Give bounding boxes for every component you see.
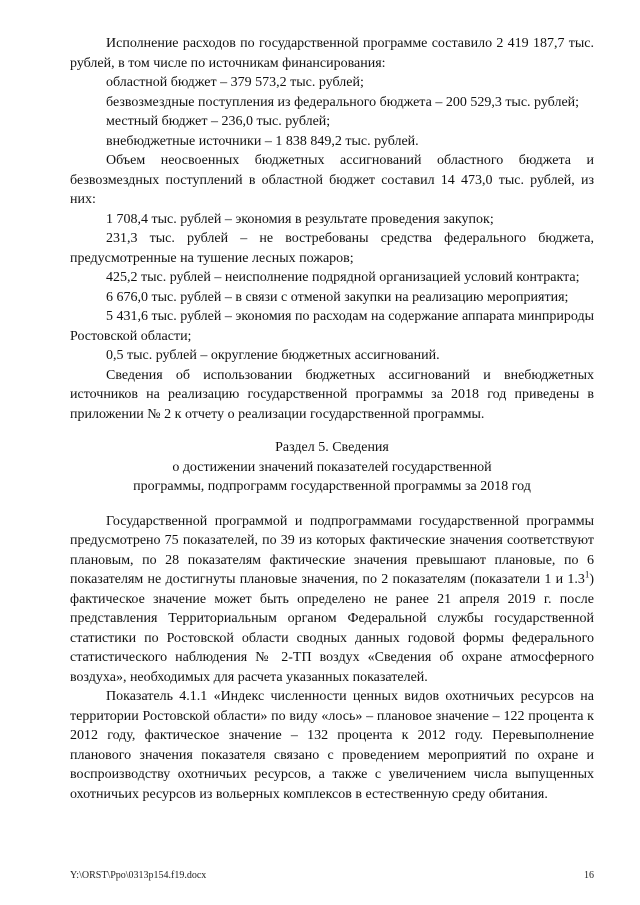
document-page — [70, 34, 594, 804]
paragraph-local-budget: местный бюджет – 236,0 тыс. рублей; — [106, 114, 331, 129]
section-heading-line-1: Раздел 5. Сведения — [275, 440, 389, 455]
paragraph-unused-allocations: Объем неосвоенных бюджетных ассигнований областного бюджета и безвозмездных поступлений в областной бюджет составил 14 473,0 тыс. рублей, из них: — [70, 153, 594, 207]
paragraph-expenditure: Исполнение расходов по государственной программе составило 2 419 187,7 тыс. рублей, в том числе по источникам финансирования: — [70, 36, 594, 71]
paragraph-indicators — [70, 512, 594, 688]
page-number: 16 — [584, 870, 594, 881]
paragraph-staff-savings: 5 431,6 тыс. рублей – экономия по расходам на содержание аппарата минприроды Ростовской области; — [70, 309, 594, 344]
paragraph-appendix-reference: Сведения об использовании бюджетных ассигнований и внебюджетных источников на реализацию государственной программы за 2018 год приведены в приложении № 2 к отчету о реализации государственной программы. — [70, 367, 594, 422]
paragraph-indicators-text-1: Государственной программой и подпрограммами государственной программы предусмотрено 75 показателей, по 39 из которых фактические значения соответствуют плановым, по 28 показателям фактические значения превышают плановые, по 6 показателям не достигнуты плановые значения, по 2 показателям (показатели 1 и 1.3 — [70, 513, 594, 587]
paragraph-regional-budget: областной бюджет – 379 573,2 тыс. рублей; — [106, 75, 364, 90]
paragraph-federal-receipts: безвозмездные поступления из федерального бюджета – 200 529,3 тыс. рублей; — [106, 94, 580, 110]
paragraph-fire-funds: 231,3 тыс. рублей – не востребованы средства федерального бюджета, предусмотренные на тушение лесных пожаров; — [70, 231, 594, 266]
section-heading-line-3: программы, подпрограмм государственной программы за 2018 год — [133, 479, 531, 494]
file-path: Y:\ORST\Ppo\0313p154.f19.docx — [70, 870, 207, 881]
paragraph-rounding: 0,5 тыс. рублей – округление бюджетных ассигнований. — [106, 348, 440, 363]
section-heading — [70, 438, 594, 497]
paragraph-contract-failure: 425,2 тыс. рублей – неисполнение подрядной организацией условий контракта; — [106, 270, 580, 285]
paragraph-extrabudgetary: внебюджетные источники – 1 838 849,2 тыс. рублей. — [106, 133, 419, 149]
paragraph-procurement-savings: 1 708,4 тыс. рублей – экономия в результате проведения закупок; — [106, 211, 494, 227]
paragraph-indicators-text-2: ) фактическое значение может быть определено не ранее 21 апреля 2019 г. после представления Территориальным органом Федеральной службы государственной статистики по Ростовской области сводных данных годовой формы федерального статистического наблюдения № 2-ТП воздух «Сведения об охране атмосферного воздуха», необходимых для расчета указанных показателей. — [70, 572, 594, 685]
paragraph-moose-indicator: Показатель 4.1.1 «Индекс численности ценных видов охотничьих ресурсов на территории Ростовской области» по виду «лось» – плановое значение – 122 процента к 2012 году, фактическое значение – 132 процента к 2012 году. Перевыполнение планового значения показателя связано с проведением мероприятий по охране и воспроизводству охотничьих ресурсов, а также с увеличением числа выпущенных охотничьих ресурсов из вольерных комплексов в естественную среду обитания. — [70, 689, 594, 802]
section-heading-line-2: о достижении значений показателей государственной — [172, 459, 492, 475]
footnote-marker: 1 — [584, 569, 590, 580]
paragraph-cancelled-procurement: 6 676,0 тыс. рублей – в связи с отменой закупки на реализацию мероприятия; — [106, 289, 569, 305]
